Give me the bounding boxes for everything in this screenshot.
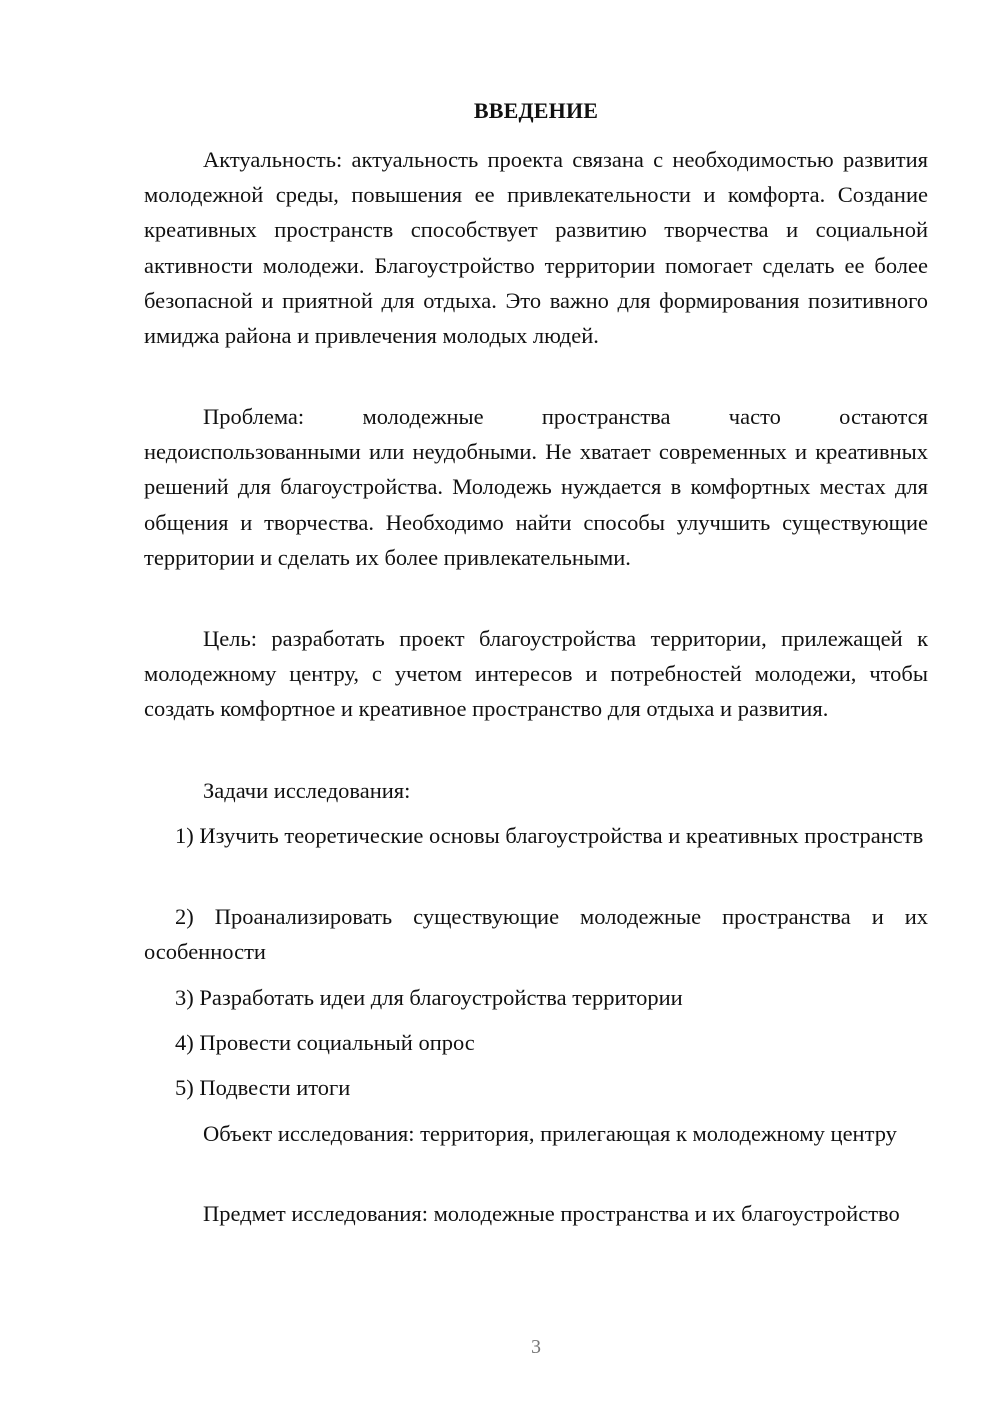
paragraph-relevance: Актуальность: актуальность проекта связана с необходимостью развития молодежной среды, повышения ее привлекательности и комфорта. Создание креативных пространств способствует развитию творчества и социальной активности молодежи. Благоустройство территории помогает сделать ее более безопасной и приятной для отдыха. Это важно для формирования позитивного имиджа района и привлечения молодых людей. — [144, 147, 928, 349]
task-item-4: 4) Провести социальный опрос — [175, 1030, 475, 1055]
tasks-title: Задачи исследования: — [203, 778, 411, 803]
task-item-5: 5) Подвести итоги — [175, 1075, 351, 1100]
page-number: 3 — [531, 1336, 541, 1358]
page-title: ВВЕДЕНИЕ — [473, 98, 599, 123]
document-page — [144, 0, 928, 1414]
task-item-1: 1) Изучить теоретические основы благоустройства и креативных пространств — [175, 823, 924, 848]
task-item-3: 3) Разработать идеи для благоустройства территории — [175, 985, 683, 1010]
paragraph-problem: Проблема: молодежные пространства часто остаются недоиспользованными или неудобными. Не хватает современных и креативных решений для благоустройства. Молодежь нуждается в комфортных местах для общения и творчества. Необходимо найти способы улучшить существующие территории и сделать их более привлекательными. — [144, 404, 928, 570]
paragraph-research-subject: Предмет исследования: молодежные пространства и их благоустройство — [203, 1201, 900, 1226]
paragraph-goal: Цель: разработать проект благоустройства территории, прилежащей к молодежному центру, с учетом интересов и потребностей молодежи, чтобы создать комфортное и креативное пространство для отдыха и развития. — [144, 626, 928, 722]
task-item-2: 2) Проанализировать существующие молодежные пространства и их особенности — [144, 904, 928, 965]
paragraph-research-object: Объект исследования: территория, прилегающая к молодежному центру — [203, 1121, 897, 1146]
